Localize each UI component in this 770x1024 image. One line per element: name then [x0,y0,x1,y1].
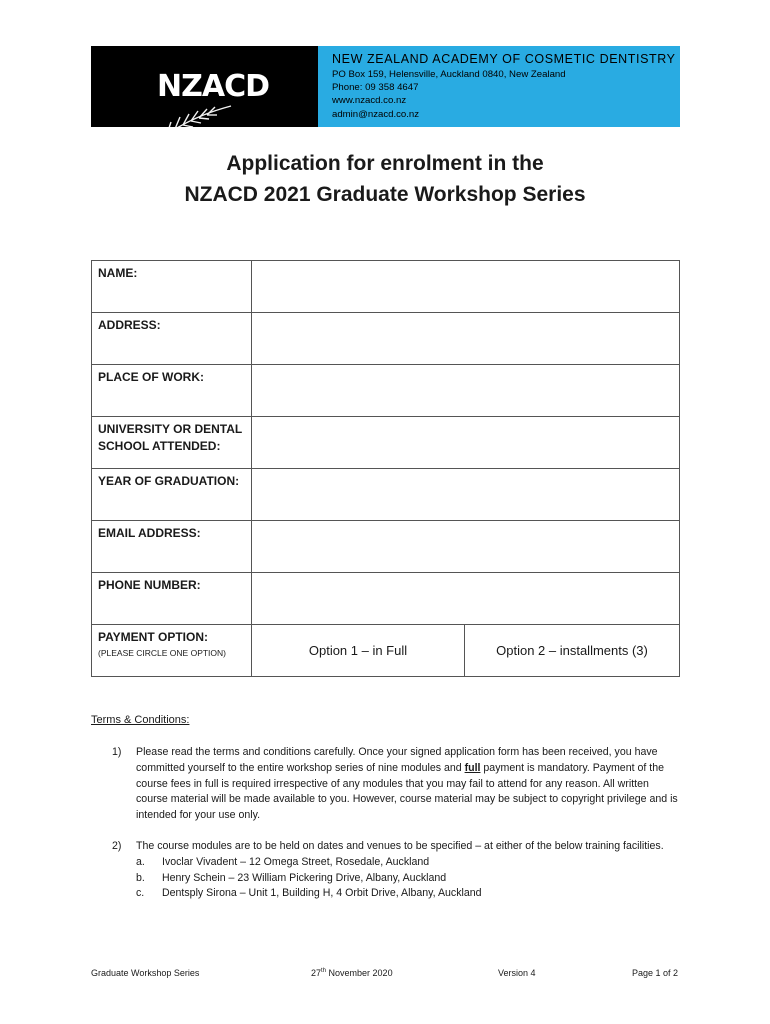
year-of-graduation-field[interactable] [252,469,680,521]
footer-date [311,968,393,978]
list-item [136,886,682,902]
name-label: NAME: [92,261,252,313]
clause-text [136,839,682,902]
terms-heading: Terms & Conditions: [91,714,190,726]
clause-text-part: Please read the terms and conditions carefully. Once your signed application form has been received, you have committed yourself to the entire workshop series of nine modules and [136,746,658,774]
list-item [136,855,682,871]
payment-option-full[interactable]: Option 1 – in Full [252,625,465,677]
form-row-phone [92,573,680,625]
title-line-2: NZACD 2021 Graduate Workshop Series [184,183,586,206]
list-item-text: Ivoclar Vivadent – 12 Omega Street, Rosedale, Auckland [162,855,430,868]
list-item-text: Henry Schein – 23 William Pickering Drive, Albany, Auckland [162,871,447,884]
university-label: UNIVERSITY OR DENTAL SCHOOL ATTENDED: [92,417,252,469]
terms-clause-2 [112,839,682,902]
list-item [136,871,682,887]
form-row-email [92,521,680,573]
form-row-university [92,417,680,469]
place-of-work-label: PLACE OF WORK: [92,365,252,417]
terms-list [112,745,682,917]
org-name: NEW ZEALAND ACADEMY OF COSMETIC DENTISTRY [332,52,676,66]
clause-text [136,745,682,824]
payment-option-installments[interactable]: Option 2 – installments (3) [465,625,680,677]
clause-number: 1) [112,746,122,758]
place-of-work-field[interactable] [252,365,680,417]
org-email[interactable]: admin@nzacd.co.nz [332,108,420,120]
page-title [0,148,770,210]
footer-date-rest: November 2020 [326,968,393,978]
form-row-address [92,313,680,365]
payment-hint: (PLEASE CIRCLE ONE OPTION) [98,648,226,658]
form-row-place-of-work [92,365,680,417]
form-row-year-of-graduation [92,469,680,521]
address-label: ADDRESS: [92,313,252,365]
logo-text: NZACD [157,69,269,104]
list-item-letter: b. [136,871,145,884]
org-phone: Phone: 09 358 4647 [332,82,419,94]
contact-info [318,46,680,127]
form-row-payment [92,625,680,677]
footer-series: Graduate Workshop Series [91,968,200,978]
list-item-letter: a. [136,855,145,868]
org-website[interactable]: www.nzacd.co.nz [332,95,407,107]
year-of-graduation-label: YEAR OF GRADUATION: [92,469,252,521]
header-banner [91,46,680,127]
enrolment-form-table [91,260,680,677]
address-field[interactable] [252,313,680,365]
phone-field[interactable] [252,573,680,625]
clause-number: 2) [112,839,122,852]
email-field[interactable] [252,521,680,573]
logo [91,46,318,127]
list-item-letter: c. [136,887,145,900]
footer-version: Version 4 [498,968,536,978]
university-field[interactable] [252,417,680,469]
title-line-1: Application for enrolment in the [226,152,544,175]
clause-text-part: payment is mandatory. Payment of the course fees in full is required irrespective of any modules that you may fail to attend for any reason. All written course material will be made available to you. However, course material may be subject to copyright privilege and is intended for your use only. [136,761,678,822]
payment-label [92,625,252,677]
footer-date-suffix: th [321,968,327,974]
form-row-name [92,261,680,313]
email-label: EMAIL ADDRESS: [92,521,252,573]
name-field[interactable] [252,261,680,313]
footer-page-number: Page 1 of 2 [632,968,679,978]
clause-intro: The course modules are to be held on dates and venues to be specified – at either of the below training facilities. [136,839,664,852]
phone-label: PHONE NUMBER: [92,573,252,625]
org-address: PO Box 159, Helensville, Auckland 0840, New Zealand [332,69,566,80]
terms-clause-1 [112,745,682,824]
list-item-text: Dentsply Sirona – Unit 1, Building H, 4 Orbit Drive, Albany, Auckland [162,887,482,900]
payment-label-text: PAYMENT OPTION: [98,630,209,644]
clause-emphasis: full [464,761,481,774]
footer-date-day: 27 [311,968,322,978]
